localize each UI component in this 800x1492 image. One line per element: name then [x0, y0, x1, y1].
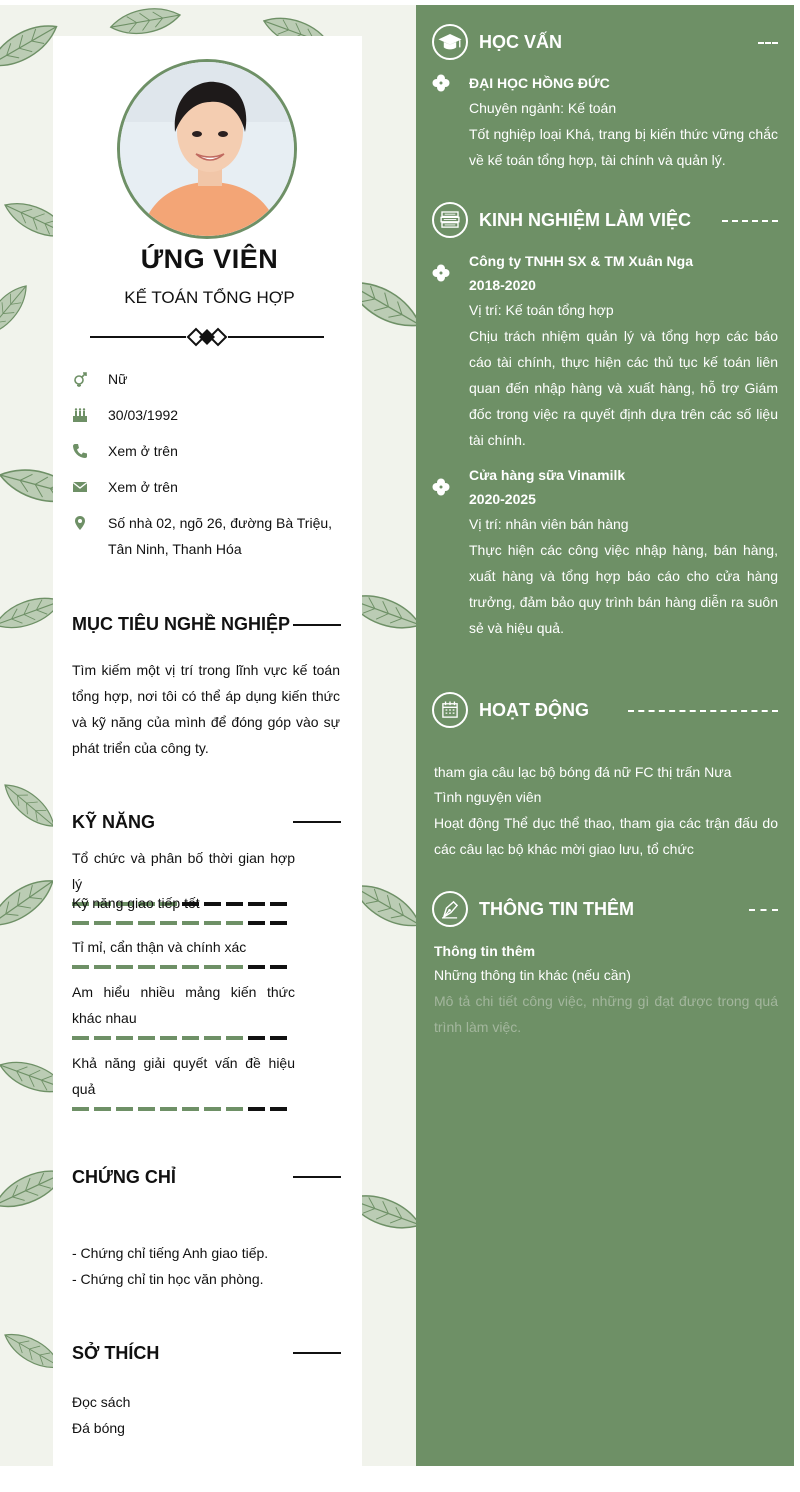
clover-icon: [432, 478, 450, 496]
phone-icon: [72, 443, 88, 459]
skill-item: [72, 1050, 295, 1111]
certificate-item: - Chứng chỉ tiếng Anh giao tiếp.: [72, 1245, 269, 1261]
skill-rating: [72, 1036, 295, 1040]
skill-name: Tổ chức và phân bố thời gian hợp lý: [72, 850, 295, 892]
envelope-icon: [72, 479, 88, 495]
skill-rating-segment: [138, 921, 155, 925]
experience-role: Vị trí: nhân viên bán hàng: [469, 516, 629, 532]
skill-rating-segment: [116, 1107, 133, 1111]
avatar: [117, 59, 297, 239]
skill-rating-segment: [182, 1036, 199, 1040]
experience-company: Cửa hàng sữa Vinamilk: [469, 467, 626, 483]
clover-icon: [432, 74, 450, 92]
skill-rating-segment: [226, 965, 243, 969]
skill-rating-segment: [226, 1036, 243, 1040]
skill-rating-segment: [204, 921, 221, 925]
venus-mars-icon: [72, 371, 88, 387]
skill-rating-segment: [160, 1036, 177, 1040]
gender-row: [72, 366, 342, 392]
experience-period: 2018-2020: [469, 277, 536, 293]
skill-rating-segment: [204, 1107, 221, 1111]
education-description: Tốt nghiệp loại Khá, trang bị kiến thức vững chắc về kế toán tổng hợp, tài chính và quản lý.: [469, 126, 778, 168]
additional-title: THÔNG TIN THÊM: [479, 899, 634, 919]
hobby-item: Đá bóng: [72, 1420, 125, 1436]
education-school: ĐẠI HỌC HỒNG ĐỨC: [469, 75, 610, 91]
objective-title-line: [293, 624, 341, 626]
book-stack-icon: [432, 202, 468, 238]
skills-title-line: [293, 821, 341, 823]
skill-rating-segment: [270, 1036, 287, 1040]
skill-rating-segment: [182, 965, 199, 969]
email-value: Xem ở trên: [108, 479, 178, 495]
skill-rating: [72, 921, 295, 925]
objective-title: MỤC TIÊU NGHỀ NGHIỆP: [72, 614, 291, 634]
activity-item: Tình nguyện viên: [434, 789, 542, 805]
experience-company: Công ty TNHH SX & TM Xuân Nga: [469, 253, 693, 269]
skill-rating-segment: [204, 965, 221, 969]
skill-rating-segment: [204, 1036, 221, 1040]
experience-period: 2020-2025: [469, 491, 536, 507]
skill-rating-segment: [160, 965, 177, 969]
birthday-cake-icon: [72, 407, 88, 423]
clover-icon: [432, 264, 450, 282]
hobbies-title: SỞ THÍCH: [72, 1343, 160, 1363]
pen-nib-icon: [432, 891, 468, 927]
skill-item: [72, 934, 295, 969]
map-pin-icon: [72, 515, 88, 531]
skill-name: Kỹ năng giao tiếp tốt: [72, 895, 200, 911]
certificate-item: - Chứng chỉ tin học văn phòng.: [72, 1271, 264, 1287]
skill-rating-segment: [94, 921, 111, 925]
skill-rating-segment: [72, 1107, 89, 1111]
skill-rating-segment: [182, 921, 199, 925]
additional-heading: Thông tin thêm: [434, 943, 536, 959]
skill-rating-segment: [248, 921, 265, 925]
skill-rating-segment: [160, 1107, 177, 1111]
ornament-divider: [90, 327, 324, 347]
education-title-dash: [758, 42, 778, 44]
skill-rating-segment: [182, 1107, 199, 1111]
additional-line: Những thông tin khác (nếu cần): [434, 967, 631, 983]
phone-row: [72, 438, 342, 464]
skill-name: Tỉ mỉ, cẩn thận và chính xác: [72, 939, 247, 955]
activities-title-dash: [628, 710, 778, 712]
skill-name: Am hiểu nhiều mảng kiến thức khác nhau: [72, 984, 295, 1026]
activity-item: Hoạt động Thể dục thể thao, tham gia các trận đấu do các câu lạc bộ khác mời giao lưu, tổ chức: [434, 815, 778, 857]
skill-rating-segment: [226, 1107, 243, 1111]
skill-rating-segment: [270, 1107, 287, 1111]
certificates-title-line: [293, 1176, 341, 1178]
birthday-value: 30/03/1992: [108, 407, 179, 423]
skill-rating-segment: [138, 1036, 155, 1040]
calendar-icon: [432, 692, 468, 728]
skills-title: KỸ NĂNG: [72, 812, 156, 832]
skill-rating-segment: [94, 1107, 111, 1111]
certificates-title: CHỨNG CHỈ: [72, 1167, 176, 1187]
skill-rating-segment: [270, 965, 287, 969]
skill-rating-segment: [226, 921, 243, 925]
skill-rating-segment: [72, 921, 89, 925]
hobbies-title-line: [293, 1352, 341, 1354]
skill-rating-segment: [116, 965, 133, 969]
skill-rating-segment: [248, 1107, 265, 1111]
candidate-position: KẾ TOÁN TỔNG HỢP: [124, 288, 295, 307]
skill-rating-segment: [116, 921, 133, 925]
activities-title: HOẠT ĐỘNG: [479, 700, 589, 720]
skill-rating-segment: [116, 1036, 133, 1040]
experience-role: Vị trí: Kế toán tổng hợp: [469, 302, 614, 318]
phone-value: Xem ở trên: [108, 443, 178, 459]
skill-name: Khả năng giải quyết vấn đề hiệu quả: [72, 1055, 295, 1097]
gender-value: Nữ: [108, 371, 128, 387]
objective-text: Tìm kiếm một vị trí trong lĩnh vực kế toán tổng hợp, nơi tôi có thể áp dụng kiến thức và kỹ năng của mình để đóng góp vào sự phát triển của công ty.: [72, 662, 340, 756]
graduation-cap-icon: [432, 24, 468, 60]
address-row: [72, 510, 342, 562]
experience-title-dash: [722, 220, 778, 222]
skill-item: [72, 890, 295, 925]
skill-rating-segment: [248, 965, 265, 969]
experience-description: Chịu trách nhiệm quản lý và tổng hợp các báo cáo tài chính, thực hiện các thủ tục kế toán liên quan đến nhập hàng và xuất hàng, hỗ trợ Giám đốc trong việc ra quyết định dựa trên các số liệu tài chính.: [469, 328, 778, 448]
experience-description: Thực hiện các công việc nhập hàng, bán hàng, xuất hàng và tổng hợp báo cáo cho cửa hàng trưởng, đảm bảo quy trình bán hàng diễn ra suôn sẻ và hiệu quả.: [469, 542, 778, 636]
additional-placeholder: Mô tả chi tiết công việc, những gì đạt được trong quá trình làm việc.: [434, 993, 778, 1035]
skill-rating-segment: [94, 1036, 111, 1040]
portrait-photo: [120, 62, 297, 239]
skill-rating-segment: [94, 965, 111, 969]
address-value: Số nhà 02, ngõ 26, đường Bà Triệu, Tân Ninh, Thanh Hóa: [108, 515, 333, 557]
candidate-name: ỨNG VIÊN: [140, 244, 279, 274]
skill-rating-segment: [72, 1036, 89, 1040]
skill-item: [72, 979, 295, 1040]
skill-rating-segment: [138, 965, 155, 969]
skill-rating: [72, 965, 295, 969]
skill-rating-segment: [138, 1107, 155, 1111]
additional-title-dash: [749, 909, 778, 911]
skill-rating-segment: [248, 1036, 265, 1040]
education-title: HỌC VẤN: [479, 32, 563, 52]
skill-rating: [72, 1107, 295, 1111]
skill-rating-segment: [160, 921, 177, 925]
activity-item: tham gia câu lạc bộ bóng đá nữ FC thị trấn Nưa: [434, 764, 732, 780]
skill-rating-segment: [72, 965, 89, 969]
experience-title: KINH NGHIỆM LÀM VIỆC: [479, 210, 692, 230]
birthday-row: [72, 402, 342, 428]
email-row: [72, 474, 342, 500]
skill-rating-segment: [270, 921, 287, 925]
hobby-item: Đọc sách: [72, 1394, 131, 1410]
education-major: Chuyên ngành: Kế toán: [469, 100, 617, 116]
